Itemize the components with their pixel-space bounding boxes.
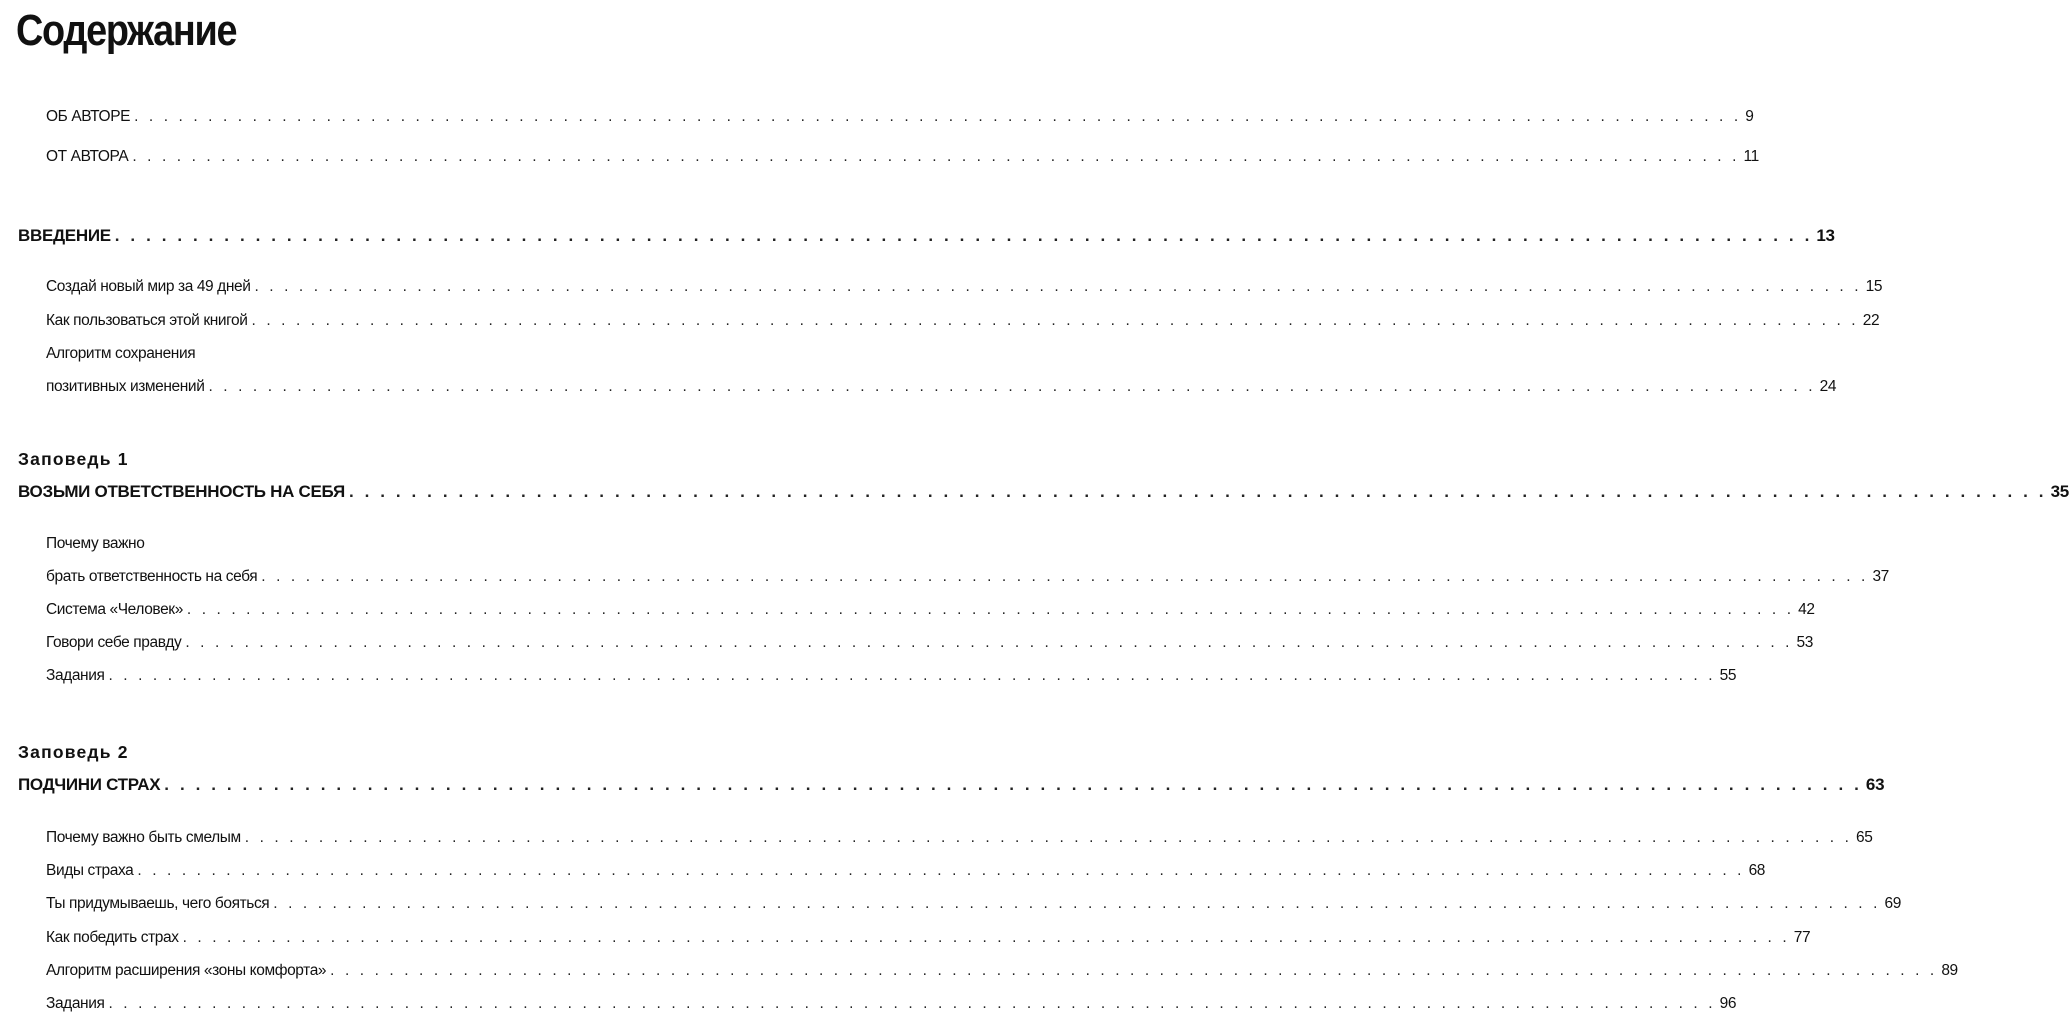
page-title: Содержание bbox=[16, 6, 237, 55]
toc-entry-label: Задания bbox=[46, 995, 105, 1012]
dot-leader: . . . . . . . . . . . . . . . . . . . . . . . . . . . . . . . . . . . . . . . . . . . . . . . . . . . . . . . . . . . . . . . . . . . . . . . . . . . . . . . . . . . . . . . . . . . . . . . . . . . . . . . . . . . . . bbox=[182, 929, 1790, 946]
toc-entry-page: 22 bbox=[1862, 312, 1880, 329]
toc-entry-from-author[interactable] bbox=[46, 148, 1759, 166]
toc-entry-page: 9 bbox=[1745, 108, 1754, 125]
toc-entry[interactable] bbox=[46, 829, 1873, 847]
toc-section-commandment-2[interactable] bbox=[18, 775, 1885, 795]
toc-entry-page: 65 bbox=[1855, 829, 1873, 846]
toc-section-label: ПОДЧИНИ СТРАХ bbox=[18, 775, 161, 794]
dot-leader: . . . . . . . . . . . . . . . . . . . . . . . . . . . . . . . . . . . . . . . . . . . . . . . . . . . . . . . . . . . . . . . . . . . . . . . . . . . . . . . . . . . . . . . . . . . . . . . . . . . . . . . . . . . . . bbox=[108, 995, 1716, 1012]
toc-entry-page: 77 bbox=[1793, 929, 1811, 946]
dot-leader: . . . . . . . . . . . . . . . . . . . . . . . . . . . . . . . . . . . . . . . . . . . . . . . . . . . . . . . . . . . . . . . . . . . . . . . . . . . . . . . . . . . . . . . . . . . . . . . . . . . . . . . . . . . . . bbox=[244, 829, 1852, 846]
toc-entry-label: ОТ АВТОРА bbox=[46, 148, 129, 165]
toc-entry-page: 24 bbox=[1819, 378, 1837, 395]
toc-entry-label: Как пользоваться этой книгой bbox=[46, 312, 248, 329]
dot-leader: . . . . . . . . . . . . . . . . . . . . . . . . . . . . . . . . . . . . . . . . . . . . . . . . . . . . . . . . . . . . . . . . . . . . . . . . . . . . . . . . . . . . . . . . . . . . . . . . . . . . . . . . . . . . . bbox=[251, 312, 1859, 329]
toc-entry-label: Задания bbox=[46, 667, 105, 684]
toc-entry[interactable] bbox=[46, 995, 1737, 1013]
dot-leader: . . . . . . . . . . . . . . . . . . . . . . . . . . . . . . . . . . . . . . . . . . . . . . . . . . . . . . . . . . . . . . . . . . . . . . . . . . . . . . . . . . . . . . . . . . . . . . . . . . . . . . . . . . . . . bbox=[137, 862, 1745, 879]
toc-entry-about-author[interactable] bbox=[46, 108, 1754, 126]
dot-leader: . . . . . . . . . . . . . . . . . . . . . . . . . . . . . . . . . . . . . . . . . . . . . . . . . . . . . . . . . . . . . . . . . . . . . . . . . . . . . . . . . . . . . . . . . . . . . . . . . . . . . . . . . . . . . bbox=[261, 568, 1869, 585]
toc-section-label: ВВЕДЕНИЕ bbox=[18, 226, 111, 245]
dot-leader: . . . . . . . . . . . . . . . . . . . . . . . . . . . . . . . . . . . . . . . . . . . . . . . . . . . . . . . . . . . . . . . . . . . . . . . . . . . . . . . . . . . . . . . . . . . . . . . . . . . . . . . . . . . . . bbox=[164, 775, 1862, 794]
toc-entry-page: 69 bbox=[1884, 895, 1901, 912]
toc-entry-label: позитивных изменений bbox=[46, 378, 205, 395]
toc-section-page: 13 bbox=[1816, 226, 1835, 245]
toc-entry-line1: Алгоритм сохранения bbox=[46, 345, 196, 362]
toc-entry-page: 37 bbox=[1872, 568, 1889, 585]
toc-entry[interactable] bbox=[46, 862, 1766, 880]
toc-entry[interactable] bbox=[46, 278, 1883, 296]
dot-leader: . . . . . . . . . . . . . . . . . . . . . . . . . . . . . . . . . . . . . . . . . . . . . . . . . . . . . . . . . . . . . . . . . . . . . . . . . . . . . . . . . . . . . . . . . . . . . . . . . . . . . . . . . . . . . bbox=[186, 601, 1795, 618]
toc-entry-label: Алгоритм расширения «зоны комфорта» bbox=[46, 962, 327, 979]
toc-entry[interactable] bbox=[46, 378, 1837, 396]
toc-entry-label: Создай новый мир за 49 дней bbox=[46, 278, 251, 295]
commandment-2-number: Заповедь 2 bbox=[18, 742, 129, 762]
toc-entry-page: 68 bbox=[1748, 862, 1766, 879]
toc-entry[interactable] bbox=[46, 568, 1889, 586]
toc-entry-label: Ты придумываешь, чего бояться bbox=[46, 895, 270, 912]
toc-section-page: 35 bbox=[2050, 482, 2069, 501]
toc-entry-page: 15 bbox=[1865, 278, 1883, 295]
commandment-1-number: Заповедь 1 bbox=[18, 449, 129, 469]
toc-entry-label: Говори себе правду bbox=[46, 634, 182, 651]
dot-leader: . . . . . . . . . . . . . . . . . . . . . . . . . . . . . . . . . . . . . . . . . . . . . . . . . . . . . . . . . . . . . . . . . . . . . . . . . . . . . . . . . . . . . . . . . . . . . . . . . . . . . . . . . . . . . bbox=[108, 667, 1716, 684]
toc-entry-page: 96 bbox=[1719, 995, 1737, 1012]
toc-entry-label: Система «Человек» bbox=[46, 601, 183, 618]
dot-leader: . . . . . . . . . . . . . . . . . . . . . . . . . . . . . . . . . . . . . . . . . . . . . . . . . . . . . . . . . . . . . . . . . . . . . . . . . . . . . . . . . . . . . . . . . . . . . . . . . . . . . . . . . . . . . bbox=[132, 148, 1740, 165]
toc-entry[interactable] bbox=[46, 312, 1880, 330]
toc-entry[interactable] bbox=[46, 962, 1958, 980]
toc-entry-page: 11 bbox=[1743, 148, 1759, 165]
toc-entry-label: ОБ АВТОРЕ bbox=[46, 108, 131, 125]
dot-leader: . . . . . . . . . . . . . . . . . . . . . . . . . . . . . . . . . . . . . . . . . . . . . . . . . . . . . . . . . . . . . . . . . . . . . . . . . . . . . . . . . . . . . . . . . . . . . . . . . . . . . . . . . . . . . bbox=[254, 278, 1862, 295]
toc-entry-line1: Почему важно bbox=[46, 535, 145, 552]
toc-entry-page: 55 bbox=[1719, 667, 1737, 684]
toc-entry-page: 89 bbox=[1941, 962, 1958, 979]
toc-entry-label: Как победить страх bbox=[46, 929, 179, 946]
dot-leader: . . . . . . . . . . . . . . . . . . . . . . . . . . . . . . . . . . . . . . . . . . . . . . . . . . . . . . . . . . . . . . . . . . . . . . . . . . . . . . . . . . . . . . . . . . . . . . . . . . . . . . . . . . . . . bbox=[134, 108, 1742, 125]
toc-entry-label: Виды страха bbox=[46, 862, 134, 879]
toc-entry-label: брать ответственность на себя bbox=[46, 568, 258, 585]
toc-section-label: ВОЗЬМИ ОТВЕТСТВЕННОСТЬ НА СЕБЯ bbox=[18, 482, 345, 501]
toc-entry-label: Почему важно быть смелым bbox=[46, 829, 241, 846]
toc-section-introduction[interactable] bbox=[18, 226, 1835, 246]
toc-entry[interactable] bbox=[46, 601, 1815, 619]
dot-leader: . . . . . . . . . . . . . . . . . . . . . . . . . . . . . . . . . . . . . . . . . . . . . . . . . . . . . . . . . . . . . . . . . . . . . . . . . . . . . . . . . . . . . . . . . . . . . . . . . . . . . . . . . . . . . bbox=[348, 482, 2047, 501]
dot-leader: . . . . . . . . . . . . . . . . . . . . . . . . . . . . . . . . . . . . . . . . . . . . . . . . . . . . . . . . . . . . . . . . . . . . . . . . . . . . . . . . . . . . . . . . . . . . . . . . . . . . . . . . . . . . . bbox=[185, 634, 1793, 651]
dot-leader: . . . . . . . . . . . . . . . . . . . . . . . . . . . . . . . . . . . . . . . . . . . . . . . . . . . . . . . . . . . . . . . . . . . . . . . . . . . . . . . . . . . . . . . . . . . . . . . . . . . . . . . . . . . . . bbox=[114, 226, 1813, 245]
toc-entry-page: 53 bbox=[1796, 634, 1813, 651]
dot-leader: . . . . . . . . . . . . . . . . . . . . . . . . . . . . . . . . . . . . . . . . . . . . . . . . . . . . . . . . . . . . . . . . . . . . . . . . . . . . . . . . . . . . . . . . . . . . . . . . . . . . . . . . . . . . . bbox=[330, 962, 1938, 979]
toc-entry[interactable] bbox=[46, 929, 1811, 947]
dot-leader: . . . . . . . . . . . . . . . . . . . . . . . . . . . . . . . . . . . . . . . . . . . . . . . . . . . . . . . . . . . . . . . . . . . . . . . . . . . . . . . . . . . . . . . . . . . . . . . . . . . . . . . . . . . . . bbox=[273, 895, 1881, 912]
toc-section-page: 63 bbox=[1865, 775, 1885, 794]
toc-entry[interactable] bbox=[46, 634, 1813, 652]
toc-entry-page: 42 bbox=[1798, 601, 1815, 618]
toc-section-commandment-1[interactable] bbox=[18, 482, 2069, 502]
toc-entry[interactable] bbox=[46, 667, 1737, 685]
toc-entry[interactable] bbox=[46, 895, 1901, 913]
dot-leader: . . . . . . . . . . . . . . . . . . . . . . . . . . . . . . . . . . . . . . . . . . . . . . . . . . . . . . . . . . . . . . . . . . . . . . . . . . . . . . . . . . . . . . . . . . . . . . . . . . . . . . . . . . . . . bbox=[208, 378, 1816, 395]
